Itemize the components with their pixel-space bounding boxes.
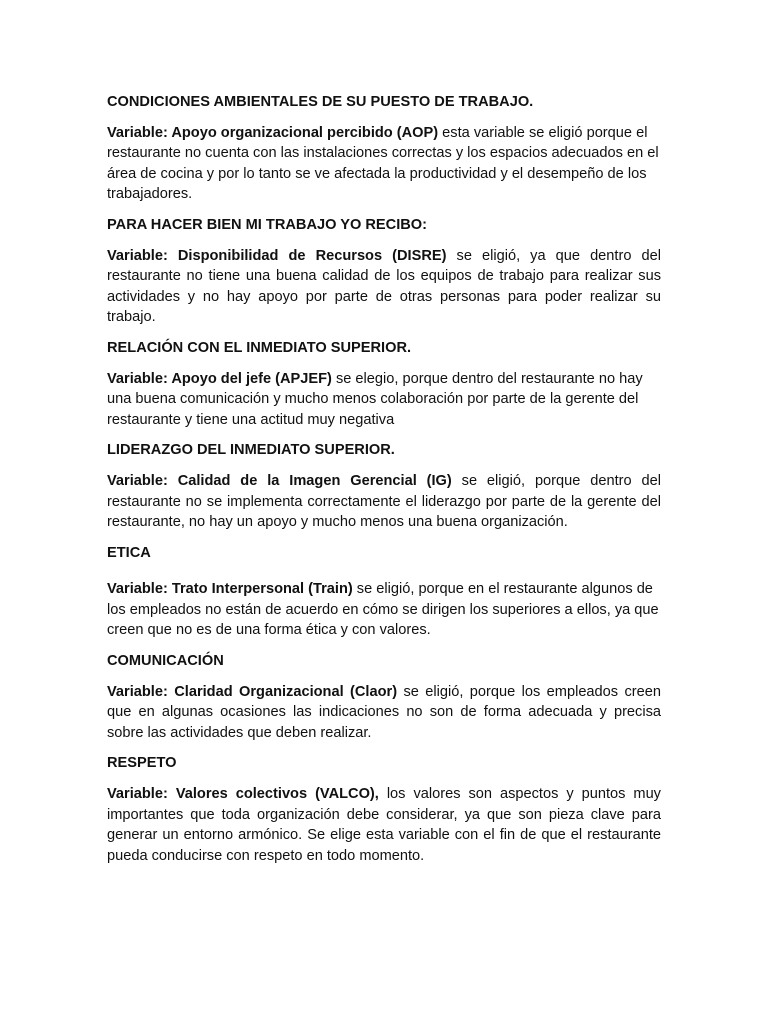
variable-label: Variable: Disponibilidad de Recursos (DISRE) bbox=[107, 247, 447, 264]
section-paragraph-recursos bbox=[107, 246, 661, 328]
section-paragraph-condiciones bbox=[107, 123, 661, 205]
section-paragraph-comunicacion bbox=[107, 682, 661, 744]
section-heading-liderazgo: LIDERAZGO DEL INMEDIATO SUPERIOR. bbox=[107, 442, 395, 459]
paragraph-text: se eligió, ya que dentro del restaurante no tiene una buena calidad de los equipos de trabajo para realizar sus actividades y no hay apoyo por parte de otras personas para poder realizar su trabajo. bbox=[107, 247, 661, 326]
paragraph-text: los valores son aspectos y puntos muy importantes que toda organización debe considerar, ya que son pieza clave para generar un entorno armónico. Se elige esta variable con el fin de que el restaurante pueda conducirse con respeto en todo momento. bbox=[107, 786, 661, 864]
paragraph-text: se eligió, porque los empleados creen que en algunas ocasiones las indicaciones no son de forma adecuada y precisa sobre las actividades que deben realizar. bbox=[107, 683, 661, 741]
section-paragraph-relacion bbox=[107, 369, 661, 431]
variable-label: Variable: Apoyo del jefe (APJEF) bbox=[107, 370, 332, 387]
paragraph-text: se eligió, porque dentro del restaurante no se implementa correctamente el liderazgo por parte de la gerente del restaurante, no hay un apoyo y mucho menos una buena organización. bbox=[107, 472, 661, 531]
variable-label: Variable: Valores colectivos (VALCO), bbox=[107, 786, 379, 803]
section-heading-condiciones: CONDICIONES AMBIENTALES DE SU PUESTO DE TRABAJO. bbox=[107, 94, 534, 110]
paragraph-text: se eligió, porque en el restaurante algunos de los empleados no están de acuerdo en cómo se dirigen los superiores a ellos, ya que creen que no es de una forma ética y con valores. bbox=[107, 581, 659, 639]
section-paragraph-liderazgo bbox=[107, 471, 661, 533]
paragraph-text: esta variable se eligió porque el restaurante no cuenta con las instalaciones correctas y los espacios adecuados en el área de cocina y por lo tanto se ve afectada la productividad y el desempeño de los trabajadores. bbox=[107, 124, 659, 203]
paragraph-text: se elegio, porque dentro del restaurante no hay una buena comunicación y mucho menos colaboración por parte de la gerente del restaurante y tiene una actitud muy negativa bbox=[107, 370, 643, 428]
variable-label: Variable: Apoyo organizacional percibido (AOP) bbox=[107, 124, 439, 141]
section-heading-comunicacion: COMUNICACIÓN bbox=[107, 653, 224, 670]
variable-label: Variable: Trato Interpersonal (Train) bbox=[107, 581, 353, 598]
section-heading-recursos: PARA HACER BIEN MI TRABAJO YO RECIBO: bbox=[107, 216, 427, 233]
section-heading-relacion: RELACIÓN CON EL INMEDIATO SUPERIOR. bbox=[107, 339, 412, 356]
section-heading-etica: ETICA bbox=[107, 544, 151, 561]
section-paragraph-etica bbox=[107, 579, 661, 641]
variable-label: Variable: Claridad Organizacional (Claor) bbox=[107, 683, 398, 700]
variable-label: Variable: Calidad de la Imagen Gerencial (IG) bbox=[107, 472, 452, 489]
section-paragraph-respeto bbox=[107, 784, 661, 866]
section-heading-respeto: RESPETO bbox=[107, 755, 177, 772]
